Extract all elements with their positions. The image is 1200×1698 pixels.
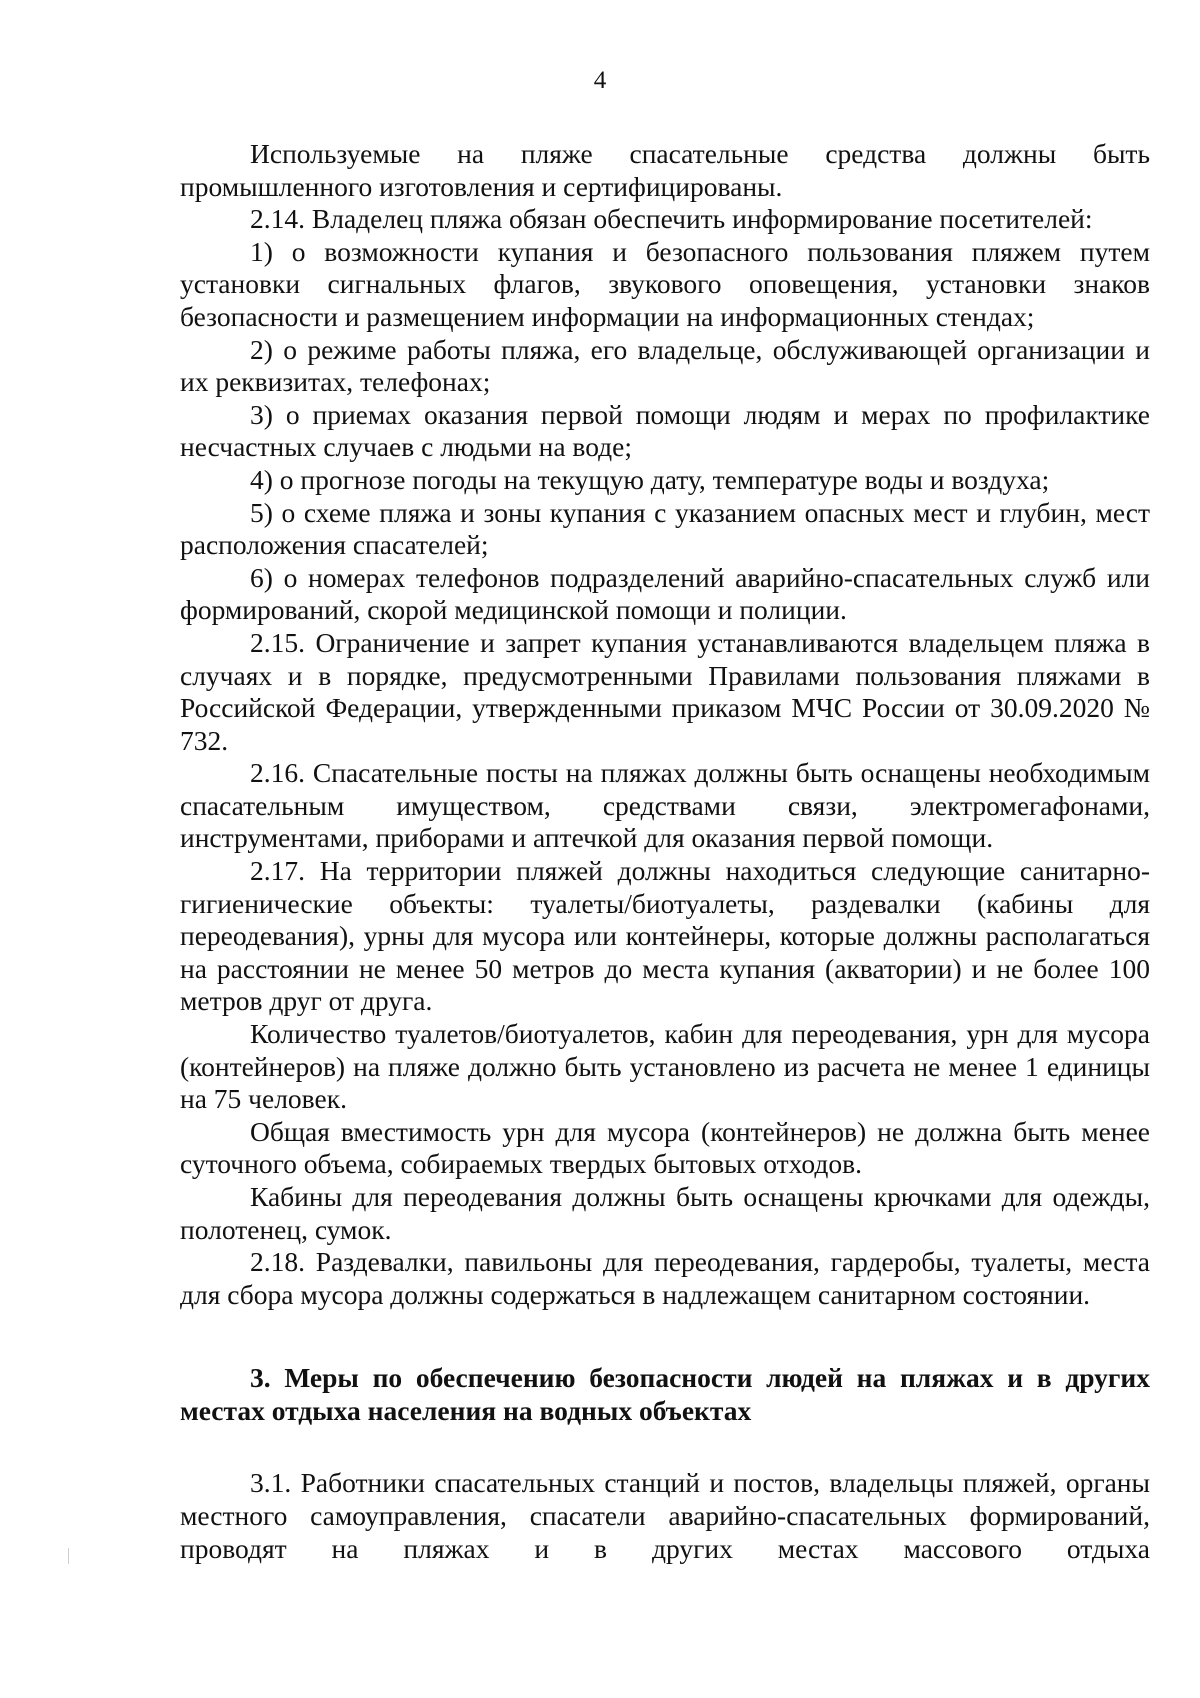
paragraph-2-18: 2.18. Раздевалки, павильоны для переодевания, гардеробы, туалеты, места для сбора мусора должны содержаться в надлежащем санитарном состоянии. <box>180 1246 1150 1310</box>
list-item-3: 3) о приемах оказания первой помощи людям и мерах по профилактике несчастных случаев с людьми на воде; <box>180 398 1150 463</box>
paragraph-rescue-equipment: Используемые на пляже спасательные средства должны быть промышленного изготовления и сертифицированы. <box>180 138 1150 202</box>
list-item-2: 2) о режиме работы пляжа, его владельце, обслуживающей организации и их реквизитах, телефонах; <box>180 333 1150 398</box>
paragraph-2-14: 2.14. Владелец пляжа обязан обеспечить информирование посетителей: <box>250 203 1093 235</box>
list-item-1: 1) о возможности купания и безопасного пользования пляжем путем установки сигнальных флагов, звукового оповещения, установки знаков безопасности и размещением информации на информационных стендах; <box>180 235 1150 332</box>
page-number: 4 <box>593 67 607 94</box>
document-body <box>180 138 1150 1565</box>
list-item-5: 5) о схеме пляжа и зоны купания с указанием опасных мест и глубин, мест расположения спасателей; <box>180 496 1150 561</box>
paragraph-toilet-count: Количество туалетов/биотуалетов, кабин для переодевания, урн для мусора (контейнеров) на пляже должно быть установлено из расчета не менее 1 единицы на 75 человек. <box>180 1018 1150 1115</box>
paragraph-2-16: 2.16. Спасательные посты на пляжах должны быть оснащены необходимым спасательным имуществом, средствами связи, электромегафонами, инструментами, приборами и аптечкой для оказания первой помощи. <box>180 757 1150 854</box>
section-heading: 3. Меры по обеспечению безопасности людей на пляжах и в других местах отдыха населения на водных объектах <box>180 1362 1150 1427</box>
paragraph-3-1: 3.1. Работники спасательных станций и постов, владельцы пляжей, органы местного самоуправления, спасатели аварийно-спасательных формирований, проводят на пляжах и в других местах массового отдыха <box>180 1467 1150 1564</box>
scan-margin-mark <box>68 1548 69 1564</box>
list-item-6: 6) о номерах телефонов подразделений аварийно-спасательных служб или формирований, скорой медицинской помощи и полиции. <box>180 561 1150 626</box>
paragraph-2-17: 2.17. На территории пляжей должны находиться следующие санитарно-гигиенические объекты: туалеты/биотуалеты, раздевалки (кабины для переодевания), урны для мусора или контейнеры, которые должны располагаться на расстоянии не менее 50 метров до места купания (акватории) и не более 100 метров друг от друга. <box>180 855 1150 1017</box>
list-item-4: 4) о прогнозе погоды на текущую дату, температуре воды и воздуха; <box>250 463 1050 495</box>
paragraph-cabins: Кабины для переодевания должны быть оснащены крючками для одежды, полотенец, сумок. <box>180 1181 1150 1245</box>
paragraph-bin-capacity: Общая вместимость урн для мусора (контейнеров) не должна быть менее суточного объема, собираемых твердых бытовых отходов. <box>180 1115 1150 1180</box>
paragraph-2-15: 2.15. Ограничение и запрет купания устанавливаются владельцем пляжа в случаях и в порядке, предусмотренными Правилами пользования пляжами в Российской Федерации, утвержденными приказом МЧС России от 30.09.2020 № 732. <box>180 626 1150 756</box>
